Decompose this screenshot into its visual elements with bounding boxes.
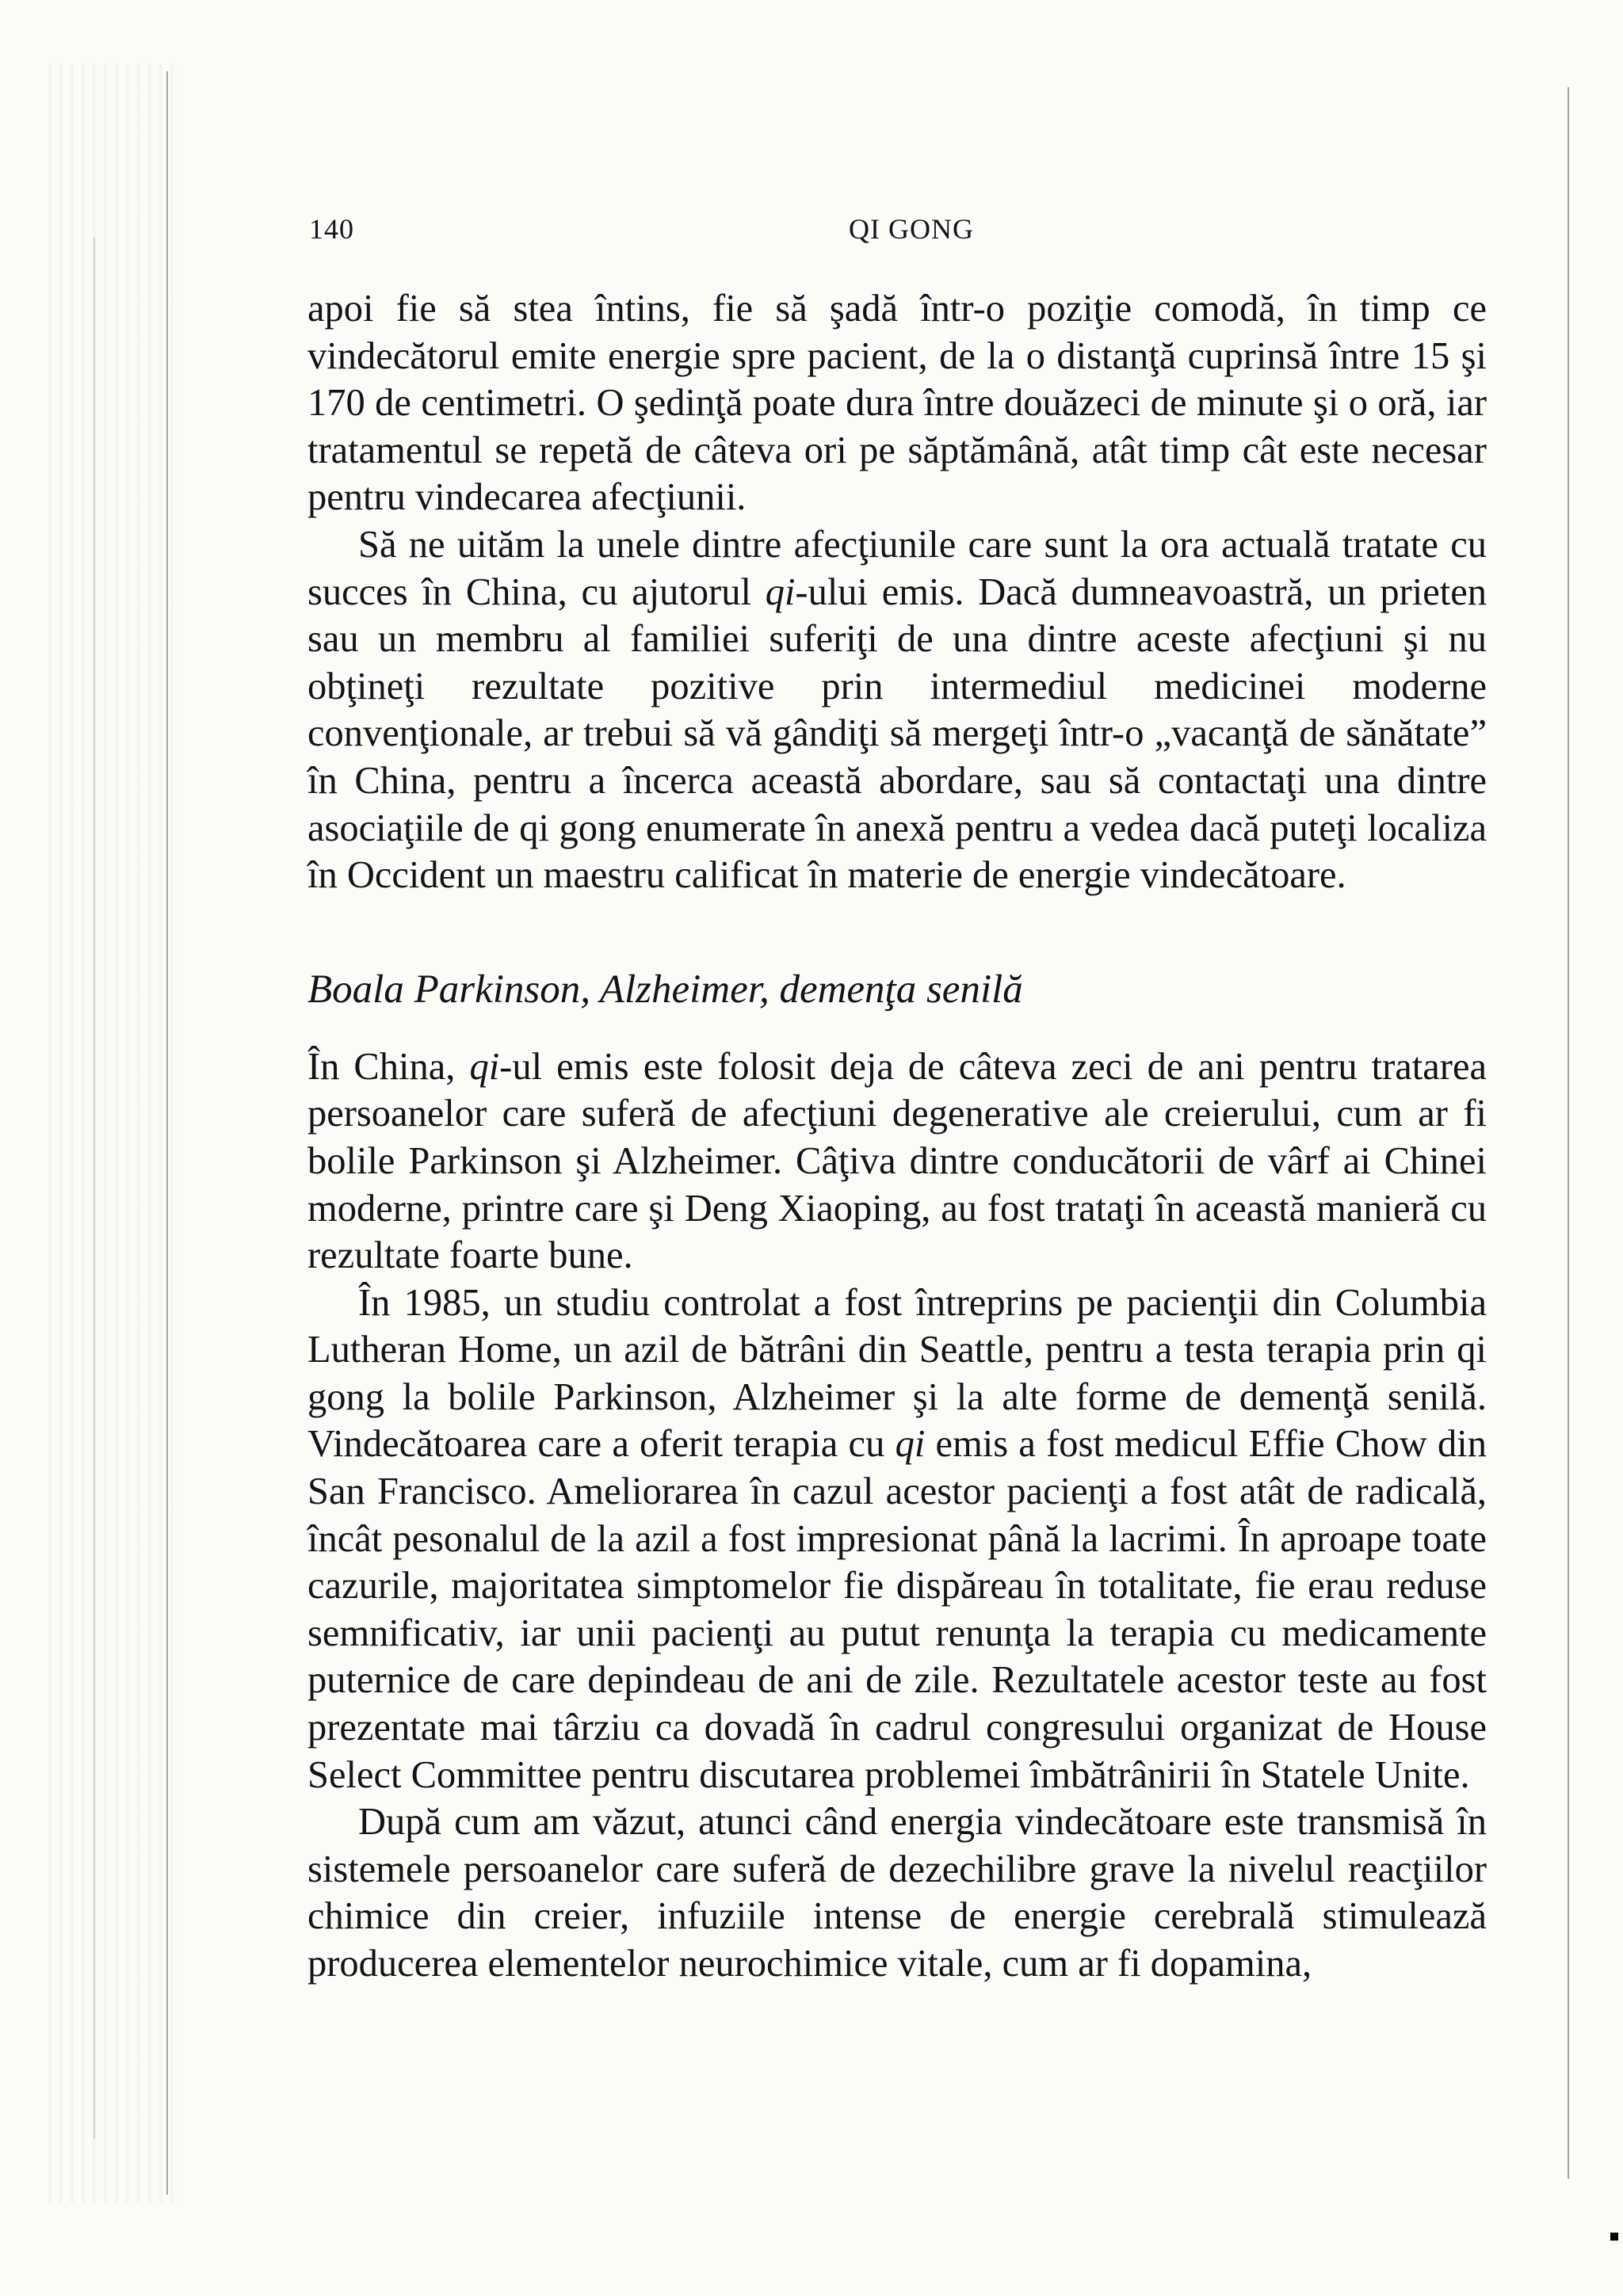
- page-right-edge: [1568, 87, 1569, 2179]
- scan-speck: [1610, 2233, 1618, 2241]
- qi-term: qi: [765, 570, 796, 613]
- section-heading: Boala Parkinson, Alzheimer, demenţa senilă: [307, 967, 1023, 1012]
- binding-shadow: [48, 63, 182, 2203]
- binding-edge: [94, 238, 95, 2139]
- paragraph-4-text-b: emis a fost medicul Effie Chow din San Francisco. Ameliorarea în cazul acestor pacienţi a fost atât de radicală, încât pesonalul de la azil a fost impresionat până la lacrimi. În aproape toate cazurile, majoritatea simptomelor fie dispăreau în totalitate, fie erau reduse semnificativ, iar unii pacienţi au putut renunţa la terapia cu medicamente puternice de care depindeau de ani de zile. Rezultatele acestor teste au fost prezentate mai târziu ca dovadă în cadrul congresului organizat de House Select Committee pentru discutarea problemei îmbătrânirii în Statele Unite.: [307, 1423, 1487, 1796]
- body-text: [307, 285, 1487, 1988]
- qi-term: qi: [469, 1045, 500, 1088]
- binding-edge: [166, 71, 168, 2195]
- paragraph-2: [307, 521, 1487, 899]
- paragraph-4-text-a: În 1985, un studiu controlat a fost întreprins pe pacienţii din Columbia Lutheran Home, un azil de bătrâni din Seattle, pentru a testa terapia prin qi gong la bolile Parkinson, Alzheimer şi la alte forme de demenţă senilă. Vindecătoarea care a oferit terapia cu: [307, 1281, 1487, 1466]
- paragraph-4: [307, 1280, 1487, 1799]
- qi-term: qi: [895, 1423, 926, 1466]
- paragraph-3-text-a: În China,: [307, 1045, 470, 1088]
- paragraph-3-text-b: -ul emis este folosit deja de câteva zeci de ani pentru tratarea persoanelor care suferă de afecţiuni degenerative ale creierului, cum ar fi bolile Parkinson şi Alzheimer. Câţiva dintre conducătorii de vârf ai Chinei moderne, printre care şi Deng Xiaoping, au fost trataţi în această manieră cu rezultate foarte bune.: [307, 1045, 1487, 1277]
- paragraph-1: apoi fie să stea întins, fie să şadă într-o poziţie comodă, în timp ce vindecătorul emite energie spre pacient, de la o distanţă cuprinsă între 15 şi 170 de centimetri. O şedinţă poate dura între douăzeci de minute şi o oră, iar tratamentul se repetă de câteva ori pe săptămână, atât timp cât este necesar pentru vindecarea afecţiunii.: [307, 288, 1487, 519]
- paragraph-3: [307, 1043, 1487, 1280]
- paragraph-5: După cum am văzut, atunci când energia vindecătoare este transmisă în sistemele persoanelor care suferă de dezechilibre grave la nivelul reacţiilor chimice din creier, infuziile intense de energie cerebrală stimulează producerea elementelor neurochimice vitale, cum ar fi dopamina,: [307, 1801, 1487, 1985]
- page-number: 140: [309, 213, 354, 245]
- running-title: QI GONG: [849, 213, 974, 245]
- paragraph-2-text-a: Să ne uităm la unele dintre afecţiunile care sunt la ora actuală tratate cu succes în China, cu ajutorul: [307, 523, 1487, 613]
- paragraph-2-text-b: -ului emis. Dacă dumneavoastră, un prieten sau un membru al familiei suferiţi de una dintre aceste afecţiuni şi nu obţineţi rezultate pozitive prin intermediul medicinei moderne convenţionale, ar trebui să vă gândiţi să mergeţi într-o „vacanţă de sănătate” în China, pentru a încerca această abordare, sau să contactaţi una dintre asociaţiile de qi gong enumerate în anexă pentru a vedea dacă puteţi localiza în Occident un maestru calificat în materie de energie vindecătoare.: [307, 570, 1487, 897]
- page-header: [309, 212, 1561, 260]
